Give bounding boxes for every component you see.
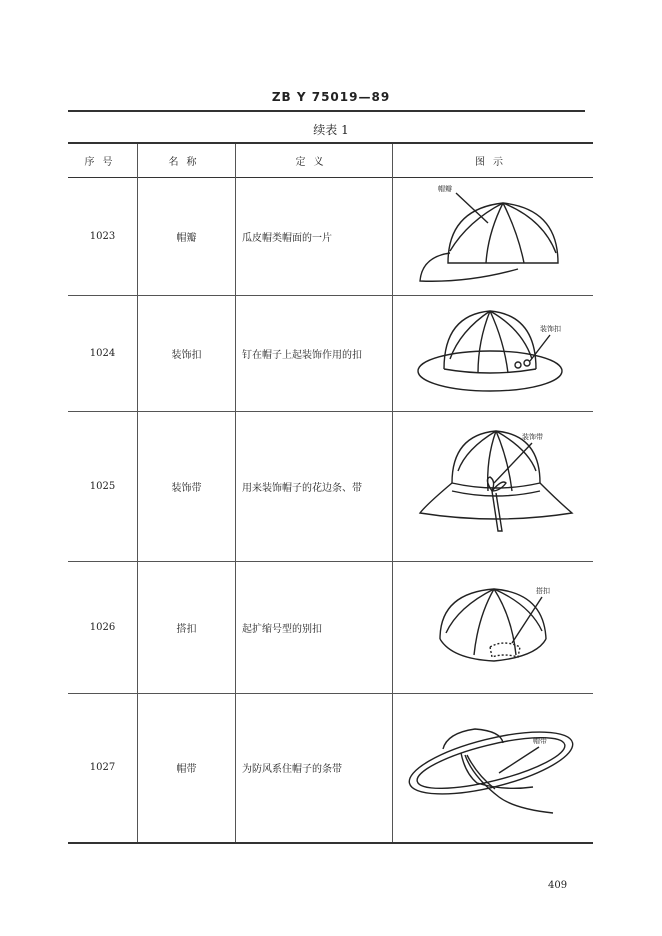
ribbon-hat-illustration	[408, 421, 578, 551]
table-header-row	[68, 143, 593, 177]
table-row	[68, 693, 593, 843]
row-term: 帽瓣	[138, 177, 236, 295]
table-caption: 续表 1	[313, 123, 349, 137]
row-term: 装饰扣	[138, 295, 236, 411]
row-definition: 为防风系住帽子的条带	[236, 693, 393, 843]
col-header-definition: 定义	[236, 143, 393, 177]
row-number: 1025	[68, 411, 138, 561]
col-header-figure: 图示	[393, 143, 594, 177]
figure-label: 装饰带	[522, 433, 543, 441]
figure-label: 搭扣	[536, 587, 550, 595]
col-header-no: 序号	[68, 143, 138, 177]
row-definition: 瓜皮帽类帽面的一片	[236, 177, 393, 295]
row-number: 1024	[68, 295, 138, 411]
brimmed-hat-button-illustration	[408, 303, 578, 403]
row-term: 装饰带	[138, 411, 236, 561]
row-number: 1023	[68, 177, 138, 295]
table-row	[68, 295, 593, 411]
table-row	[68, 411, 593, 561]
row-term: 搭扣	[138, 561, 236, 693]
wide-brim-hat-strap-illustration	[403, 713, 583, 823]
table-row	[68, 177, 593, 295]
figure-label: 装饰扣	[540, 325, 561, 333]
page-number: 409	[548, 880, 568, 891]
table-row	[68, 561, 593, 693]
row-definition: 钉在帽子上起装饰作用的扣	[236, 295, 393, 411]
figure-label: 帽带	[533, 736, 547, 745]
row-term: 帽带	[138, 693, 236, 843]
row-number: 1026	[68, 561, 138, 693]
cap-panel-illustration	[408, 181, 578, 291]
row-definition: 起扩缩号型的别扣	[236, 561, 393, 693]
row-definition: 用来装饰帽子的花边条、带	[236, 411, 393, 561]
terms-table	[68, 142, 593, 844]
standard-code: ZB Y 75019—89	[271, 90, 391, 104]
header-rule	[68, 110, 585, 112]
row-number: 1027	[68, 693, 138, 843]
figure-label: 帽瓣	[438, 185, 452, 193]
col-header-name: 名称	[138, 143, 236, 177]
cap-snap-tab-illustration	[408, 577, 578, 677]
